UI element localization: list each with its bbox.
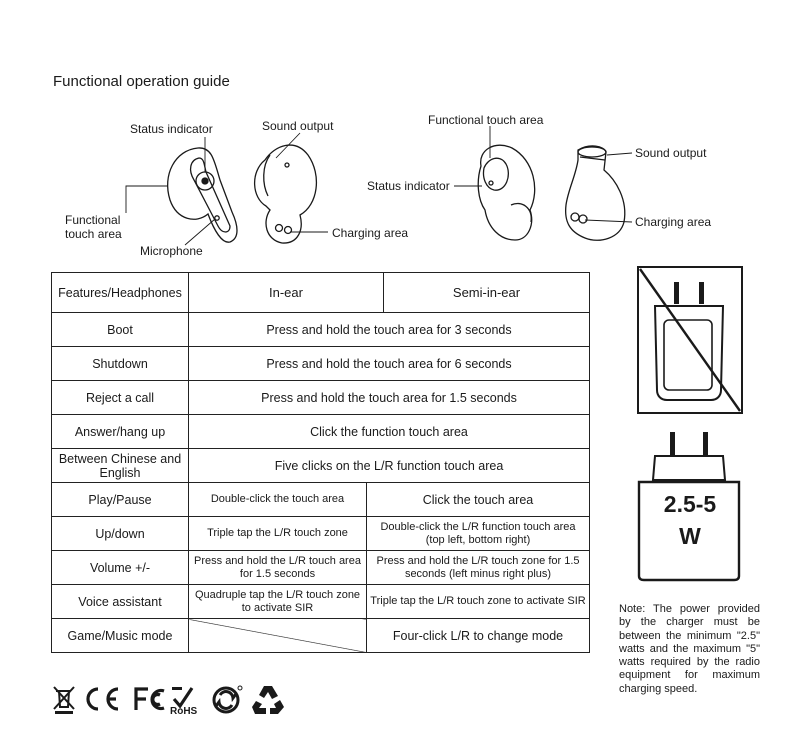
sound-output-label-left: Sound output [262, 119, 334, 133]
rohs-icon [170, 687, 198, 717]
table-row [52, 551, 590, 585]
in-ear-front-illustration [168, 148, 237, 242]
row-feature: Answer/hang up [52, 415, 189, 449]
charger-power-value: 2.5-5 [663, 491, 717, 517]
row-semi-in-ear: Four-click L/R to change mode [367, 619, 590, 653]
table-row [52, 517, 590, 551]
in-ear-side-illustration [255, 145, 317, 243]
table-row [52, 313, 590, 347]
row-feature: Voice assistant [52, 585, 189, 619]
row-feature: Play/Pause [52, 483, 189, 517]
row-in-ear: Press and hold the L/R touch area for 1.5 seconds [189, 551, 367, 585]
table-row [52, 449, 590, 483]
functional-touch-area-label-left: Functional touch area [65, 213, 122, 241]
row-semi-in-ear: Double-click the L/R function touch area (top left, bottom right) [367, 517, 590, 551]
row-value: Press and hold the touch area for 1.5 seconds [189, 381, 590, 415]
certification-marks [52, 683, 292, 717]
charger-power-rating [641, 488, 739, 552]
row-semi-in-ear: Press and hold the L/R touch zone for 1.5 seconds (left minus right plus) [367, 551, 590, 585]
microphone-label: Microphone [140, 244, 203, 258]
row-feature: Between Chinese and English [52, 449, 189, 483]
prohibited-charger-icon [637, 266, 743, 414]
charger-note: Note: The power provided by the charger must be between the minimum "2.5" watts and the maximum "5" watts required by the radio equipment for maximum charging speed. [619, 603, 760, 695]
status-indicator-label-left: Status indicator [130, 122, 213, 136]
table-row [52, 585, 590, 619]
recycle-icon [252, 686, 284, 714]
row-value: Click the function touch area [189, 415, 590, 449]
row-feature: Volume +/- [52, 551, 189, 585]
semi-in-ear-front-illustration [478, 145, 534, 240]
table-header-row [52, 273, 590, 313]
charging-area-label-right: Charging area [635, 215, 712, 229]
row-in-ear: Triple tap the L/R touch zone [189, 517, 367, 551]
table-row [52, 483, 590, 517]
page-title: Functional operation guide [53, 73, 230, 90]
row-in-ear: Double-click the touch area [189, 483, 367, 517]
weee-icon [54, 687, 74, 714]
rohs-text: RoHS [170, 706, 198, 717]
row-feature: Shutdown [52, 347, 189, 381]
header-in-ear: In-ear [189, 273, 384, 313]
table-row [52, 347, 590, 381]
functional-touch-area-label-right: Functional touch area [428, 113, 544, 127]
semi-in-ear-side-illustration [566, 146, 625, 240]
header-semi-in-ear: Semi-in-ear [384, 273, 590, 313]
table-row [52, 619, 590, 653]
ce-mark-icon [88, 689, 118, 709]
fcc-mark-icon [136, 689, 164, 710]
row-value: Press and hold the touch area for 3 seconds [189, 313, 590, 347]
charging-area-label-left: Charging area [332, 226, 409, 240]
green-dot-icon [214, 686, 242, 712]
table-row [52, 381, 590, 415]
row-value: Press and hold the touch area for 6 seconds [189, 347, 590, 381]
charger-power-unit: W [679, 523, 701, 549]
row-feature: Up/down [52, 517, 189, 551]
row-semi-in-ear: Click the touch area [367, 483, 590, 517]
sound-output-label-right: Sound output [635, 146, 707, 160]
row-feature: Boot [52, 313, 189, 347]
row-value: Five clicks on the L/R function touch area [189, 449, 590, 483]
operation-table [51, 272, 590, 653]
row-feature: Reject a call [52, 381, 189, 415]
status-indicator-label-right: Status indicator [367, 179, 450, 193]
row-semi-in-ear: Triple tap the L/R touch zone to activate SIR [367, 585, 590, 619]
row-in-ear: Quadruple tap the L/R touch zone to activate SIR [189, 585, 367, 619]
header-features: Features/Headphones [52, 273, 189, 313]
table-row [52, 415, 590, 449]
row-in-ear-empty [189, 619, 367, 653]
row-feature: Game/Music mode [52, 619, 189, 653]
